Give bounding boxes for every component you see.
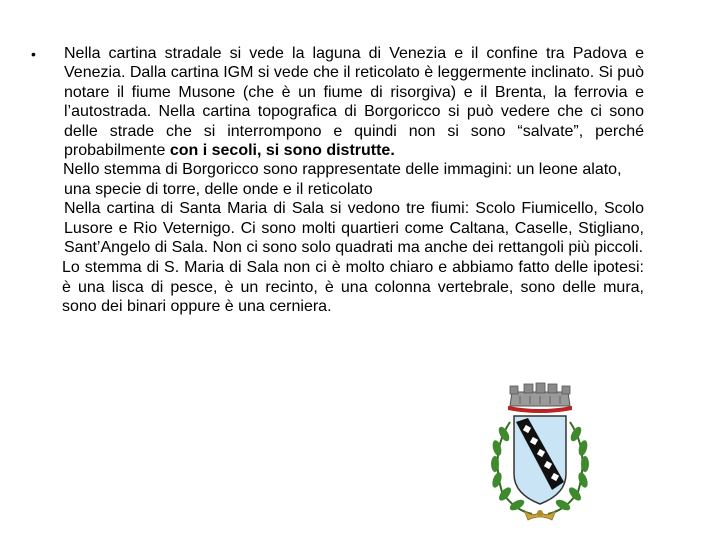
ribbon [524,510,556,520]
paragraph-cartina-stradale-text: Nella cartina stradale si vede la laguna di Venezia e il confine tra Padova e Venezia. Dalla cartina IGM si vede che il reticolato è leggermente inclinato. Si può notare il fiume Musone (che è un fiume di risorgiva) e il Brenta, la ferrovia e l’autostrada. Nella cartina topografica di Borgoricco si può vedere che ci sono delle strade che si interrompono e quindi non si sono “salvate”, perché probabilmente [64,45,644,160]
slide-text-body [64,44,644,317]
mural-crown [508,383,572,413]
shield [514,416,566,504]
paragraph-cartina-stradale-bold: con i secoli, si sono distrutte. [169,142,395,160]
paragraph-cartina-stradale [64,44,644,160]
bullet-marker: • [31,46,36,62]
paragraph-stemma-borgoricco: Nello stemma di Borgoricco sono rappresentate delle immagini: un leone alato, una specie di torre, delle onde e il reticolato [63,161,622,198]
paragraph-cartina-santa-maria: Nella cartina di Santa Maria di Sala si vedono tre fiumi: Scolo Fiumicello, Scolo Lusore e Rio Veternigo. Ci sono molti quartieri come Caltana, Caselle, Stigliano, Sant’Angelo di Sala. Non ci sono solo quadrati ma anche dei rettangoli più piccoli. [64,200,644,257]
paragraph-stemma-santa-maria: Lo stemma di S. Maria di Sala non ci è molto chiaro e abbiamo fatto delle ipotesi: è una lisca di pesce, è un recinto, è una colonna vertebrale, sono delle mura, sono dei binari oppure è una cerniera. [62,259,644,316]
coat-of-arms-icon [480,382,600,524]
